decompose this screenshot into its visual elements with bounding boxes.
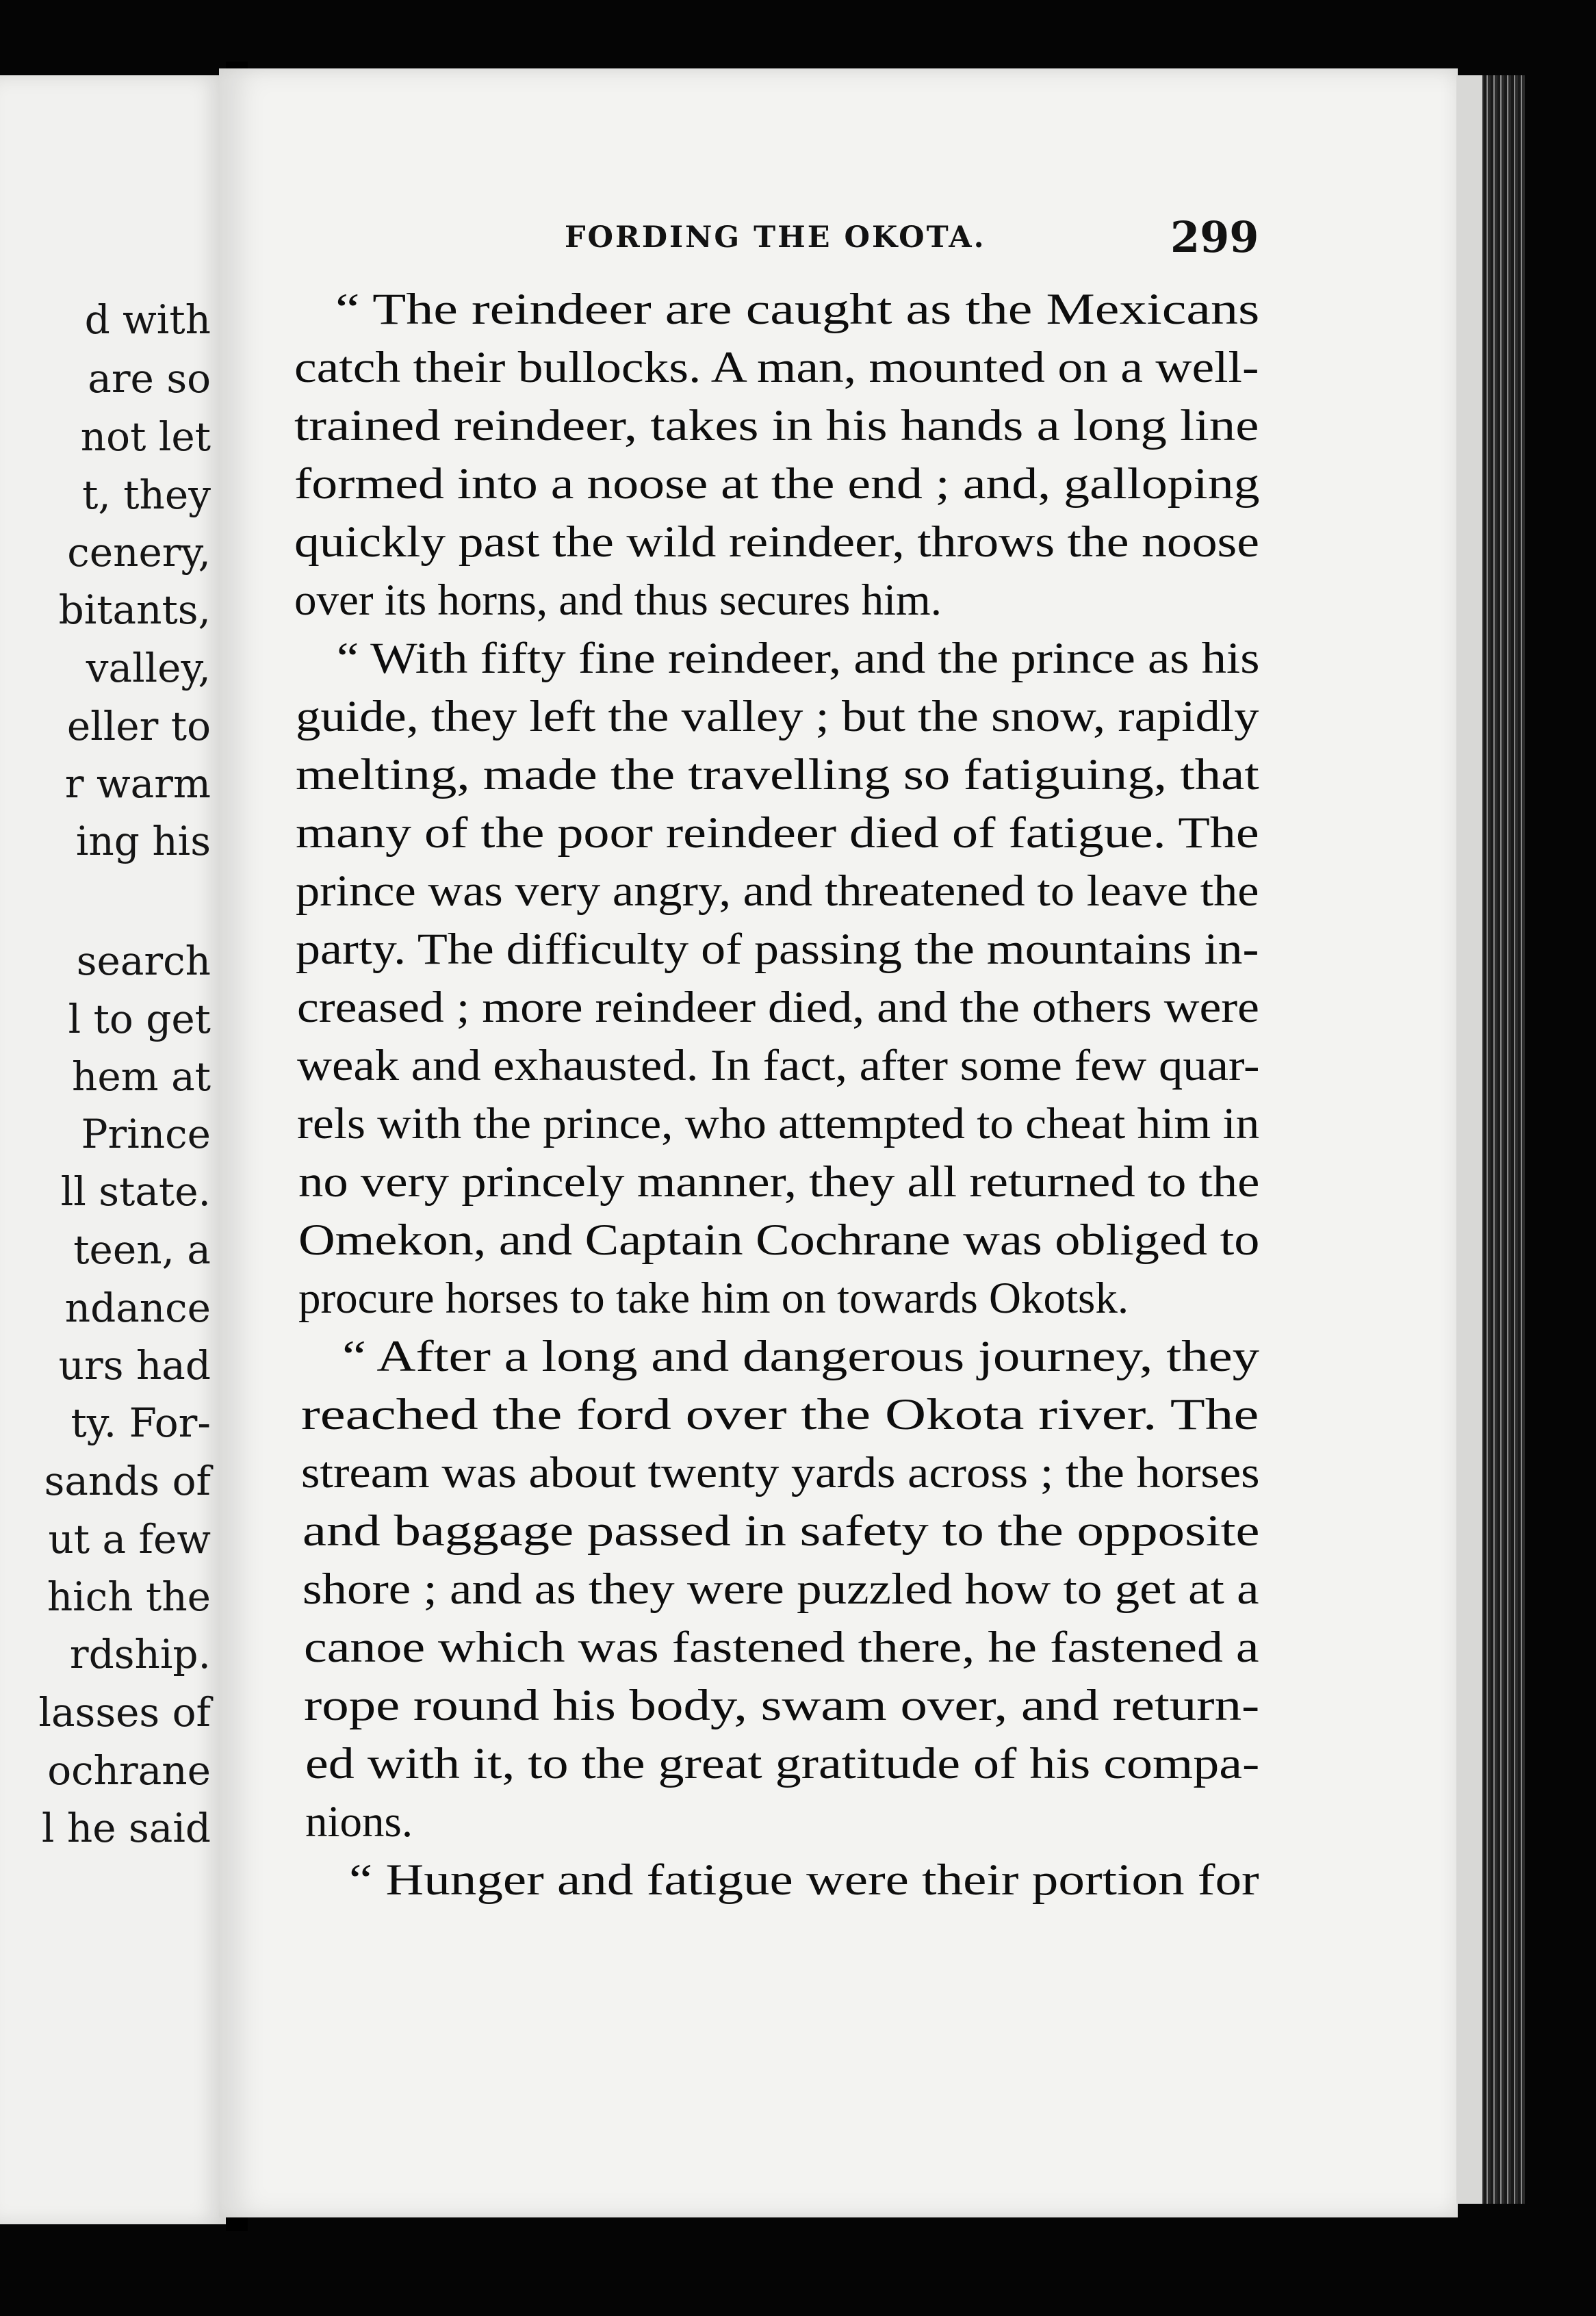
left-page-line: not let — [80, 413, 211, 460]
text-line: rope round his body, swam over, and return- — [304, 1681, 1260, 1730]
text-line: prince was very angry, and threatened to leave the — [296, 866, 1259, 916]
left-page — [0, 75, 226, 2224]
left-page-line: lasses of — [38, 1689, 211, 1736]
left-page-line: ochrane — [47, 1747, 211, 1794]
text-line: shore ; and as they were puzzled how to get at a — [303, 1565, 1259, 1614]
text-line: rels with the prince, who attempted to cheat him in — [297, 1099, 1260, 1148]
left-page-line: hich the — [47, 1573, 211, 1620]
left-page-line: Prince — [81, 1111, 211, 1157]
text-line: nions. — [305, 1797, 413, 1847]
text-line: stream was about twenty yards across ; the horses — [301, 1448, 1260, 1497]
text-line: weak and exhausted. In fact, after some few quar- — [297, 1041, 1260, 1090]
left-page-line: r warm — [64, 760, 211, 807]
left-page-line: d with — [84, 296, 211, 343]
page-edge-shade — [1456, 75, 1482, 2204]
left-page-line: l he said — [41, 1805, 211, 1851]
left-page-line: ndance — [64, 1285, 211, 1331]
left-page-line: rdship. — [69, 1631, 211, 1677]
left-page-line: search — [76, 938, 211, 984]
text-line: Omekon, and Captain Cochrane was obliged to — [298, 1215, 1260, 1265]
left-page-line: cenery, — [67, 529, 211, 576]
left-page-line: ty. For- — [70, 1400, 211, 1446]
left-page-line: are so — [88, 355, 211, 402]
left-page-line: urs had — [58, 1342, 211, 1389]
text-line: ed with it, to the great gratitude of his compa- — [305, 1739, 1260, 1788]
text-line: reached the ford over the Okota river. The — [301, 1390, 1259, 1439]
text-line: procure horses to take him on towards Okotsk. — [298, 1274, 1129, 1323]
text-line: “ After a long and dangerous journey, they — [342, 1332, 1260, 1381]
text-line: no very princely manner, they all returned to the — [298, 1157, 1260, 1207]
left-page-line: ing his — [75, 818, 211, 864]
text-line: melting, made the travelling so fatiguing, that — [296, 750, 1259, 799]
text-line: “ Hunger and fatigue were their portion for — [349, 1855, 1259, 1905]
text-line: canoe which was fastened there, he fastened a — [304, 1623, 1259, 1672]
text-line: party. The difficulty of passing the mountains in- — [296, 925, 1259, 974]
left-page-line: ll state. — [60, 1168, 211, 1215]
text-line: over its horns, and thus secures him. — [294, 576, 942, 625]
text-line: “ With fifty fine reindeer, and the prince as his — [337, 634, 1260, 683]
left-page-line: valley, — [86, 645, 211, 691]
text-line: formed into a noose at the end ; and, galloping — [294, 459, 1260, 509]
text-line: trained reindeer, takes in his hands a long line — [294, 401, 1259, 450]
left-page-line: eller to — [66, 703, 211, 749]
text-line: “ The reindeer are caught as the Mexicans — [335, 285, 1260, 334]
left-page-line: ut a few — [48, 1516, 211, 1562]
text-line: creased ; more reindeer died, and the others were — [297, 983, 1259, 1032]
left-page-line: t, they — [82, 472, 211, 518]
left-page-line: teen, a — [73, 1226, 211, 1273]
text-line: and baggage passed in safety to the opposite — [303, 1506, 1260, 1556]
running-head: FORDING THE OKOTA. — [565, 220, 986, 255]
left-page-line: l to get — [68, 996, 211, 1042]
left-page-line: sands of — [44, 1458, 211, 1504]
text-line: quickly past the wild reindeer, throws the noose — [294, 517, 1259, 567]
left-page-line: bitants, — [58, 587, 211, 633]
text-line: catch their bullocks. A man, mounted on a well- — [294, 343, 1259, 392]
left-page-line: hem at — [72, 1053, 211, 1100]
text-line: many of the poor reindeer died of fatigue. The — [296, 808, 1259, 858]
page-number: 299 — [1170, 212, 1259, 262]
text-line: guide, they left the valley ; but the snow, rapidly — [296, 692, 1259, 741]
